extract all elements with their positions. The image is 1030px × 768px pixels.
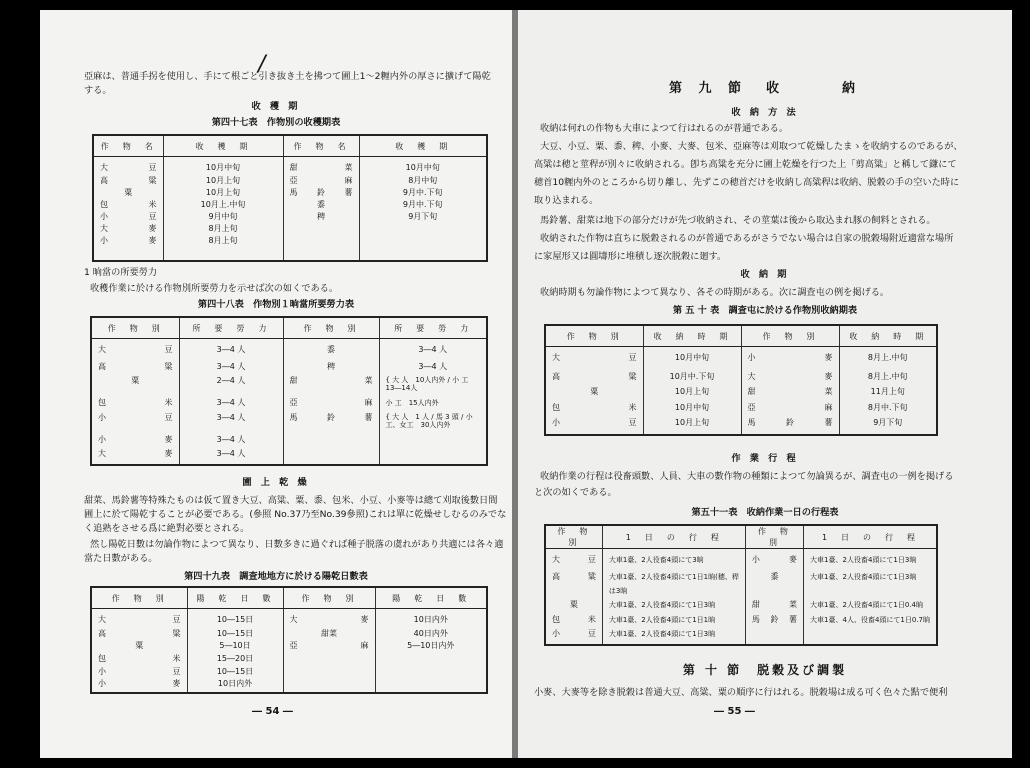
col-header: 收 納 時 期 [643,325,741,347]
table-cell: 小麥 [91,435,179,449]
table-cell: 小豆 [91,413,179,435]
drying-line-3: く追熟をさせる爲に絶對必要とされる。 [84,523,250,534]
table-cell: 10月中旬 [163,157,283,176]
table-row [93,236,487,248]
table-cell: 粟 [91,641,187,654]
method-heading: 收 納 方 法 [731,107,799,118]
table-cell: 10月中旬 [643,403,741,418]
table-cell: 粟 [545,600,602,614]
table-cell: 10月上旬 [643,387,741,402]
table-cell [359,224,487,236]
table-row [545,347,937,372]
table-row [91,667,487,680]
left-page [40,10,512,758]
period-heading: 收 納 期 [740,269,790,280]
table-cell: 粟 [91,376,179,398]
intro-line-2: する。 [84,85,112,96]
table-cell: 大豆 [545,549,602,572]
table-cell: 8月中旬 [408,175,438,185]
col-header: 陽 乾 日 數 [187,587,283,609]
table-cell [283,667,375,680]
method-line-5: 取り込まれる。 [534,195,599,206]
table-cell: 大車1臺、2人役畜4頭にて1日0.4晌 [810,601,923,610]
table-row [545,372,937,387]
table-row [93,212,487,224]
storage-period-table [544,324,938,436]
table-cell: 亞麻 [741,403,839,418]
method-line-8: に家屋形又は圓壔形に堆積し逐次脱穀に廻す。 [534,251,727,262]
drying-line-4: 然し陽乾日數は勿論作物によつて異なり、日數多きに過ぐれば種子脱落の虞れがあり共適には各々適 [90,539,504,550]
table-cell [745,629,803,645]
table-row [545,629,937,645]
table-cell [545,586,602,600]
table-cell: 大豆 [91,609,187,629]
table-cell [375,654,487,667]
table-cell [745,586,803,600]
table-row [93,188,487,200]
table-cell: 3―4 人 [179,435,283,449]
table-row [545,387,937,402]
right-page [518,10,1012,758]
table-cell: 黍 [283,200,359,212]
table-cell [375,667,487,680]
table-cell: 9月下旬 [408,211,438,221]
table-cell: 小麥 [93,236,163,248]
table-cell: 大車1臺、2人役畜4頭にて3晌 [602,549,745,572]
table-cell [283,435,379,449]
drying-heading: 圃 上 乾 燥 [242,477,310,488]
table-cell: 2―4 人 [179,376,283,398]
table49-caption: 第四十九表 調査地地方に於ける陽乾日數表 [184,571,368,582]
table-cell: 8月上旬 [163,224,283,236]
table-cell: 10月上旬 [643,418,741,435]
table-cell: 10月上旬 [163,176,283,188]
table-row [91,435,487,449]
table-cell: 9月中.下旬 [402,199,443,209]
table-cell: 大麥 [741,372,839,387]
harvest-period-table [92,134,488,262]
table-cell: 包米 [93,200,163,212]
table-cell: 黍 [745,572,803,586]
table-cell: 大車1臺、2人役畜4頭にて1日3晌 [602,629,745,645]
table51-caption: 第五十一表 收納作業一日の行程表 [691,507,839,518]
col-header: 作 物 別 [283,317,379,339]
table-cell: 小豆 [93,212,163,224]
table-cell: 9月下旬 [873,418,903,428]
col-header: 作 物 別 [745,525,803,549]
table-cell [93,248,163,261]
table-cell: 小麥 [741,347,839,372]
table-cell: 粟 [93,188,163,200]
table-row [545,600,937,614]
table-cell: 10月中旬 [405,163,440,172]
table-cell: 甜菜 [283,629,375,642]
intro-line-1: 亞麻は、普通手拐を使用し、手にて根ごと引き抜き土を拂つて圃上1～2糎内外の厚さに擴げて陽乾 [84,71,491,82]
table-cell [283,236,359,248]
table-row [91,629,487,642]
table-cell: 大車1臺、2人役畜4頭にて1日3晌 [810,572,917,581]
table-cell [283,224,359,236]
table-cell: 大豆 [93,157,163,176]
table-row [545,549,937,572]
table-row [545,403,937,418]
table-row [91,641,487,654]
table-cell: 亞麻 [283,398,379,412]
table-cell: 9月中旬 [163,212,283,224]
table-cell: 黍 [283,339,379,362]
table-cell: 11月上旬 [870,387,905,397]
table-cell: 小豆 [545,629,602,645]
table-cell: 小麥 [91,679,187,693]
work-heading: 作 業 行 程 [731,453,799,464]
table-cell: 10月中旬 [643,347,741,372]
table-cell: 10月中.下旬 [643,372,741,387]
table-cell: 馬鈴薯 [283,188,359,200]
table-cell [359,236,487,248]
table-cell: 高粱 [93,176,163,188]
table-row [91,398,487,412]
table-cell: { 大 人 1 人 / 馬 3 頭 / 小工、女工 30人内外 [385,412,473,429]
labor-heading: 1 晌當の所要勞力 [84,267,158,278]
col-header: 陽 乾 日 數 [375,587,487,609]
col-header: 作 物 別 [283,587,375,609]
table-cell: 亞麻 [283,176,359,188]
work-line-1: 收納作業の行程は役畜頭數、人員、大車の數作物の種類によつて勿論異るが、調査屯の一例を掲げる [540,471,954,482]
table-cell: 大車1臺、2人役畜4頭にて1日3晌 [810,556,917,564]
table-cell: 粟 [545,387,643,402]
table-cell: 8月上旬 [163,236,283,248]
labor-intro: 收穫作業に於ける作物別所要勞力を示せば次の如くである。 [90,283,339,294]
method-line-4: 穂首10糎内外のところから切り離し、先ずこの穂首だけを收納し高粱稈は收納、脱穀の手の空いた時に [534,177,960,188]
table-cell: 大豆 [91,339,179,362]
table-cell: 大麥 [283,609,375,629]
table-cell: 大車1臺、2人役畜4頭にて1日1晌 [602,615,745,629]
page-number: ― 55 ― [714,706,755,717]
table-row [91,679,487,693]
table-cell: 小 工 15人内外 [385,399,439,408]
period-text: 收納時期も勿論作物によつて異なり、各その時期がある。次に調査屯の例を掲げる。 [540,287,890,298]
table-cell: 大豆 [545,347,643,372]
table-cell: 馬鈴薯 [283,413,379,435]
pen-mark: / [258,52,266,77]
daily-work-table [544,524,938,646]
table-row [91,609,487,629]
col-header: 所 要 勞 力 [179,317,283,339]
table-cell: 3―4 人 [179,413,283,435]
table-row [91,362,487,376]
table-cell: 包米 [91,654,187,667]
table-row [545,615,937,629]
table-cell [804,629,937,645]
table-cell: 包米 [545,403,643,418]
table-cell: 3―4 人 [418,361,448,371]
table-cell: 10月上.中旬 [163,200,283,212]
table-cell: 3―4 人 [179,339,283,362]
table-row [93,224,487,236]
col-header: 收 穫 期 [163,135,283,157]
method-line-6: 馬鈴薯、甜菜は地下の部分だけが先づ收納され、その莖葉は後から取込まれ豚の飼料とされる。 [540,215,936,226]
table-cell: 3―4 人 [179,398,283,412]
table-cell: 甜菜 [745,600,803,614]
table-cell: 8月上.中旬 [867,353,908,362]
col-header: 作 物 別 [91,587,187,609]
table-cell: 3―4 人 [179,362,283,376]
section-10-text: 小麥、大麥等を除き脱穀は普通大豆、高粱、粟の順序に行はれる。脱穀場は成る可く色々た點で便利 [534,687,948,698]
table-cell: 10―15日 [187,629,283,642]
table48-caption: 第四十八表 作物別１晌當所要勞力表 [197,299,355,310]
table-cell: 10月上旬 [163,188,283,200]
col-header: 作 物 別 [91,317,179,339]
drying-line-5: 當た日數がある。 [84,553,158,564]
table-row [93,200,487,212]
table-row [91,449,487,465]
table-cell: 小豆 [91,667,187,680]
table-cell [283,679,375,693]
table-cell [379,435,487,449]
work-line-2: と次の如くである。 [534,487,617,498]
table-cell: 大車1臺、2人役畜4頭にて1日1晌(穂、稈 [602,572,745,586]
table-cell: 包米 [545,615,602,629]
drying-days-table [90,586,488,694]
table-row [545,572,937,586]
method-line-2: 大豆、小豆、粟、黍、稗、小麥、大麥、包米、亞麻等は刈取つて乾燥したまゝを收納するのであるが、 [540,141,963,152]
table-cell: 包米 [91,398,179,412]
table-cell: 甜菜 [283,376,379,398]
table-cell: 高粱 [545,572,602,586]
table-cell: 大麥 [91,449,179,465]
table-cell: 甜菜 [283,157,359,176]
table-cell: 大車1臺、2人役畜4頭にて1日3晌 [602,600,745,614]
labor-requirement-table [90,316,488,466]
table-cell: 馬鈴薯 [741,418,839,435]
table-cell: 8月上.中旬 [867,371,908,381]
method-line-3: 高粱は穂と莖稈が別々に收納される。卽ち高粱を充分に圃上乾燥を行つた上「剪高粱」と稱して鎌にて [534,159,957,170]
col-header: 收 納 時 期 [839,325,937,347]
col-header: 作 物 別 [741,325,839,347]
harvest-heading: 收 穫 期 [251,101,301,112]
table-cell [283,449,379,465]
table-cell: 高粱 [91,362,179,376]
table-cell: 8月中.下旬 [867,402,908,412]
table47-caption: 第四十七表 作物別の收穫期表 [211,117,341,128]
table-cell: 5―10日 [187,641,283,654]
table-cell: 高粱 [545,372,643,387]
table-cell: 馬鈴薯 [745,615,803,629]
table-cell: 10―15日 [187,609,283,629]
table-cell: 小麥 [745,549,803,572]
col-header: 1 日 の 行 程 [602,525,745,549]
table-cell: 高粱 [91,629,187,642]
col-header: 1 日 の 行 程 [804,525,937,549]
table-cell [379,449,487,465]
table-cell [359,248,487,261]
table-cell: 甜菜 [741,387,839,402]
table-row [91,413,487,435]
table-cell: { 大 人 10人内外 / 小 工 13―14人 [385,376,476,393]
method-line-1: 收納は何れの作物も大車によつて行はれるのが普通である。 [540,123,789,134]
table-cell: 稗 [283,362,379,376]
table-cell: 大麥 [93,224,163,236]
table-cell: 10日内外 [413,615,448,624]
table-cell [804,586,937,600]
method-line-7: 收納された作物は直ちに脱穀されるのが普通であるがさうでない場合は自家の脱穀場附近適當な場所 [540,233,954,244]
table-cell: 大車1臺、4人、役畜4頭にて1日0.7晌 [810,615,930,624]
table-cell [375,679,487,693]
table-cell: 稗 [283,212,359,224]
table50-caption: 第 五 十 表 調査屯に於ける作物別收納期表 [672,305,858,316]
col-header: 作 物 名 [283,135,359,157]
table-cell: 3―4 人 [179,449,283,465]
table-cell: 9月中.下旬 [402,187,443,197]
table-cell: 40日内外 [413,628,448,638]
col-header: 收 穫 期 [359,135,487,157]
table-cell [283,654,375,667]
table-row [93,176,487,188]
table-cell: 亞麻 [283,641,375,654]
table-row [545,586,937,600]
table-cell [163,248,283,261]
table-row [91,654,487,667]
page-number: ― 54 ― [252,706,293,717]
section-9-title: 第 九 節 收 納 [668,81,862,96]
col-header: 作 物 名 [93,135,163,157]
table-cell: 5―10日内外 [407,641,455,651]
table-row [545,418,937,435]
table-row [91,376,487,398]
table-cell: 3―4 人 [418,345,448,354]
col-header: 作 物 別 [545,325,643,347]
table-cell: 小豆 [545,418,643,435]
drying-line-2: 圃上に於て陽乾することが必要である。(參照 No.37乃至No.39參照)これは單に乾燥せしむるのみでな [84,509,507,520]
table-cell: 15―20日 [187,654,283,667]
table-cell: は3晌 [602,586,745,600]
table-row [91,339,487,362]
col-header: 所 要 勞 力 [379,317,487,339]
section-10-title: 第 十 節 脱穀及び調製 [682,663,848,677]
table-row [93,157,487,176]
drying-line-1: 甜菜、馬鈴薯等特殊たものは仮て置き大豆、高粱、粟、黍、包米、小豆、小麥等は總て刈取後數日間 [84,495,498,506]
table-cell [283,248,359,261]
table-cell: 10日内外 [187,679,283,693]
col-header: 作 物 別 [545,525,602,549]
table-cell: 10―15日 [187,667,283,680]
